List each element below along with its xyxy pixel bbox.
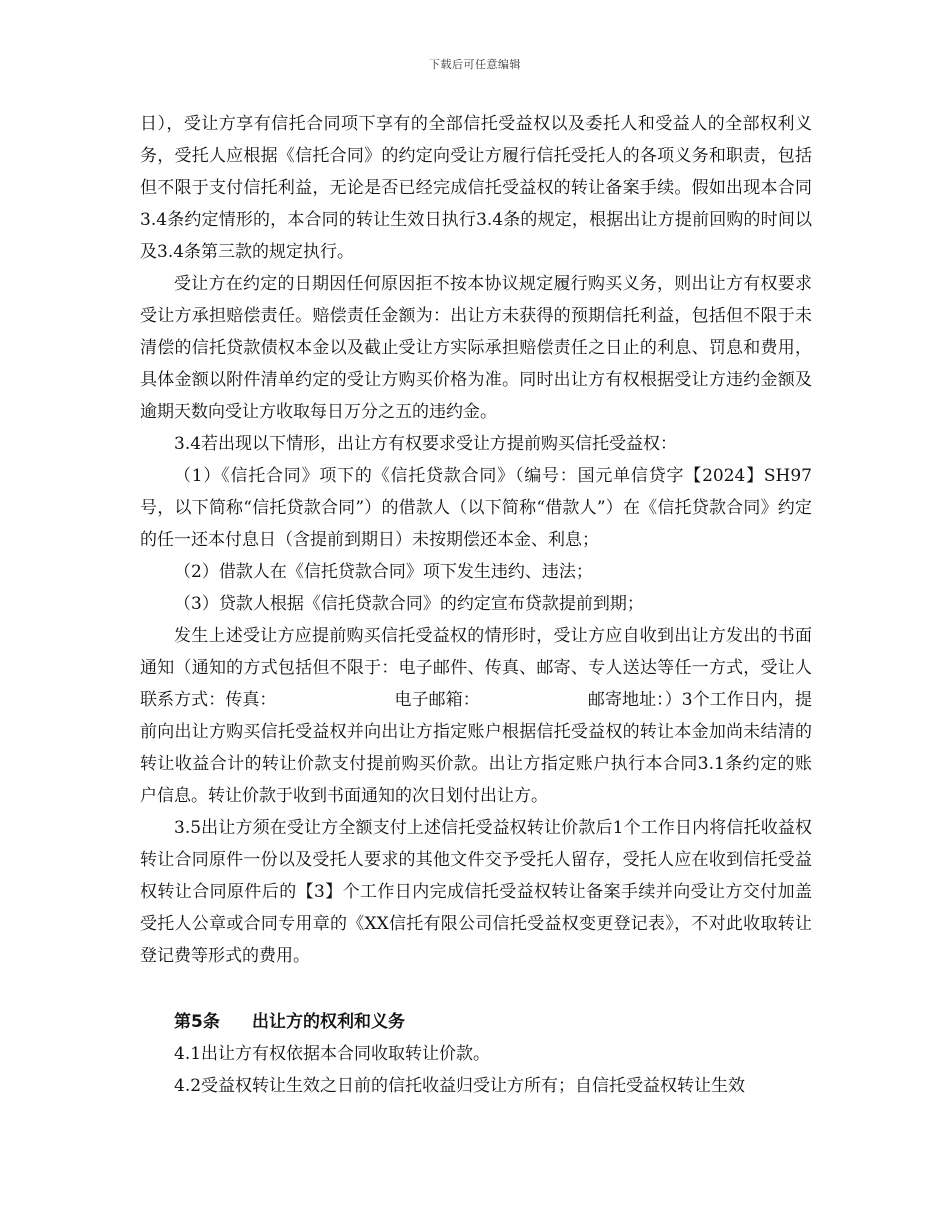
clause-3-4-item-2: （2）借款人在《信托贷款合同》项下发生违约、违法； (174, 562, 593, 582)
early-purchase-text-b: ）3个工作日内，提前向出让方购买信托受益权并向出让方指定账户根据信托受益权的转让本金加尚未结清的转让收益合计的转让价款支付提前购买价款。出让方指定账户执行本合同3.1条约定的账户信息。转让价款于收到书面通知的次日划付出让方。 (140, 690, 812, 806)
paragraph-transfer-effect: 日），受让方享有信托合同项下享有的全部信托受益权以及委托人和受益人的全部权利义务，受托人应根据《信托合同》的约定向受让方履行信托受托人的各项义务和职责，包括但不限于支付信托利益，无论是否已经完成信托受益权的转让备案手续。假如出现本合同3.4条约定情形的，本合同的转让生效日执行3.4条的规定，根据出让方提前回购的时间以及3.4条第三款的规定执行。 (140, 114, 812, 262)
email-label: 电子邮箱： (394, 690, 480, 710)
clause-3-4-item-1: （1）《信托合同》项下的《信托贷款合同》（编号：国元单信贷字【2024】SH97号，以下简称“信托贷款合同”）的借款人（以下简称“借款人”）在《信托贷款合同》约定的任一还本付息日（含提前到期日）未按期偿还本金、利息； (140, 466, 812, 550)
clause-3-5: 3.5出让方须在受让方全额支付上述信托受益权转让价款后1个工作日内将信托收益权转让合同原件一份以及受托人要求的其他文件交予受托人留存，受托人应在收到信托受益权转让合同原件后的【3】个工作日内完成信托受益权转让备案手续并向受让方交付加盖受托人公章或合同专用章的《XX信托有限公司信托受益权变更登记表》，不对此收取转让登记费等形式的费用。 (140, 818, 812, 966)
clause-4-1: 4.1出让方有权依据本合同收取转让价款。 (174, 1044, 491, 1064)
clause-3-4-heading: 3.4若出现以下情形，出让方有权要求受让方提前购买信托受益权： (174, 434, 678, 454)
page-header: 下载后可任意编辑 (429, 58, 521, 71)
mail-label: 邮寄地址： (587, 690, 665, 710)
clause-4-2: 4.2受益权转让生效之日前的信托收益归受让方所有；自信托受益权转让生效 (174, 1076, 746, 1096)
paragraph-early-purchase (140, 620, 812, 812)
section-5-number: 第5条 (174, 1012, 220, 1032)
section-5-heading (140, 1006, 812, 1038)
clause-3-4-item-3: （3）贷款人根据《信托贷款合同》的约定宣布贷款提前到期； (174, 594, 644, 614)
paragraph-breach-liability: 受让方在约定的日期因任何原因拒不按本协议规定履行购买义务，则出让方有权要求受让方承担赔偿责任。赔偿责任金额为：出让方未获得的预期信托利益，包括但不限于未清偿的信托贷款债权本金以及截止受让方实际承担赔偿责任之日止的利息、罚息和费用，具体金额以附件清单约定的受让方购买价格为准。同时出让方有权根据受让方违约金额及逾期天数向受让方收取每日万分之五的违约金。 (140, 274, 812, 422)
early-purchase-text-a: 发生上述受让方应提前购买信托受益权的情形时，受让方应自收到出让方发出的书面通知（通知的方式包括但不限于：电子邮件、传真、邮寄、专人送达等任一方式，受让人联系方式：传真： (140, 626, 812, 710)
section-5-title: 出让方的权利和义务 (252, 1012, 405, 1032)
spacer (140, 972, 812, 1004)
document-body (140, 108, 812, 1102)
